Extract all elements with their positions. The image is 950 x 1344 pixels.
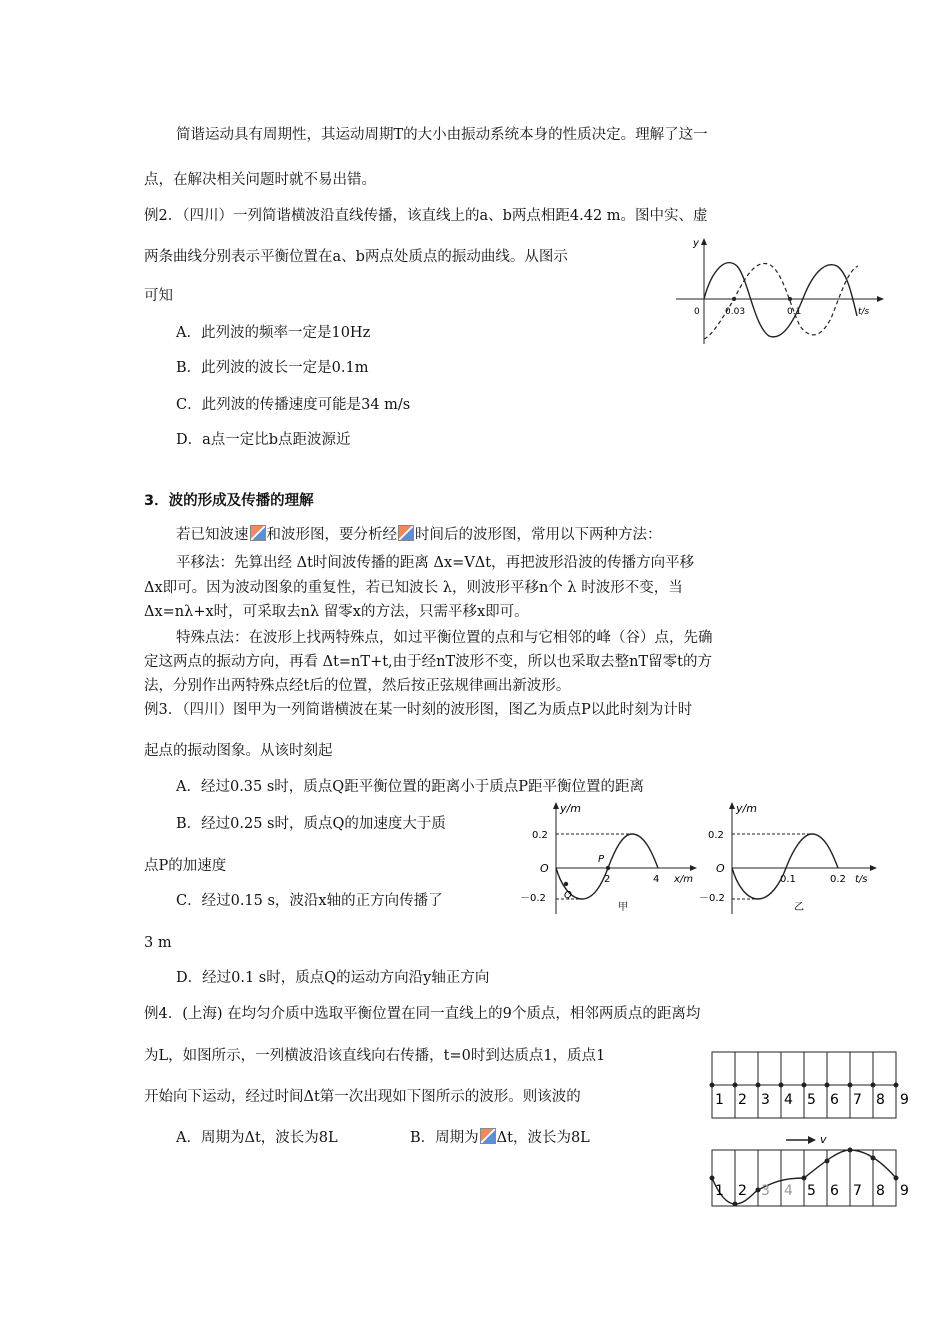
intro-line-2: 点，在解决相关问题时就不易出错。 <box>144 172 376 188</box>
grid-num-1: 1 <box>715 1092 724 1108</box>
section3-line-6: 定这两点的振动方向，再看 Δt=nT+t,由于经nT波形不变，所以也采取去整nT留零t的方 <box>144 654 712 670</box>
ex4-option-b-2: Δt，波长为8L <box>496 1130 590 1146</box>
formula-image-icon <box>250 525 266 541</box>
grid-num-8: 8 <box>876 1092 885 1108</box>
ex2-y-label: y <box>693 238 699 249</box>
grid-num-6: 6 <box>830 1092 839 1108</box>
ex2-tick-003: 0.03 <box>725 307 746 317</box>
jia-caption: 甲 <box>618 902 628 913</box>
ex3-vibration-figure-yi <box>699 798 882 918</box>
grid-num-3: 3 <box>761 1092 770 1108</box>
wave-num-5: 5 <box>807 1183 816 1199</box>
grid-num-4: 4 <box>784 1092 793 1108</box>
ex3-option-c-1: C．经过0.15 s，波沿x轴的正方向传播了 <box>176 893 443 909</box>
ex3-option-c-2: 3 m <box>144 935 172 951</box>
intro-line-1: 简谐运动具有周期性，其运动周期T的大小由振动系统本身的性质决定。理解了这一 <box>176 127 708 143</box>
grid-num-9: 9 <box>900 1092 909 1108</box>
ex3-line-2: 起点的振动图象。从该时刻起 <box>144 743 333 759</box>
ex4-option-b-1: B．周期为 <box>410 1130 479 1146</box>
yi-vibration-curve <box>732 834 838 899</box>
section3-line-1 <box>176 525 662 545</box>
wave-num-7: 7 <box>853 1183 862 1199</box>
ex2-line-2: 两条曲线分别表示平衡位置在a、b两点处质点的振动曲线。从图示 <box>144 249 568 265</box>
section3-heading: 3．波的形成及传播的理解 <box>144 493 314 509</box>
ex3-line-1: 例3．（四川）图甲为一列简谐横波在某一时刻的波形图，图乙为质点P以此时刻为计时 <box>144 702 693 718</box>
ex4-particle-figure <box>706 1050 910 1210</box>
ex2-option-d: D．a点一定比b点距波源近 <box>176 432 351 448</box>
jia-point-q: Q <box>564 890 572 901</box>
ex2-option-a: A．此列波的频率一定是10Hz <box>176 325 371 341</box>
grid-num-5: 5 <box>807 1092 816 1108</box>
yi-02: 0.2 <box>708 830 724 841</box>
ex2-solid-curve <box>704 263 857 337</box>
section3-line-2: 平移法：先算出经 Δt时间波传播的距离 Δx=VΔt，再把波形沿波的传播方向平移 <box>176 555 695 571</box>
yi-origin: O <box>716 862 725 875</box>
velocity-label: v <box>820 1133 827 1146</box>
ex2-dashed-curve <box>704 263 858 339</box>
jia-x2: 2 <box>604 874 611 885</box>
yi-y-label: y/m <box>736 802 757 815</box>
ex4-line-2: 为L，如图所示，一列横波沿该直线向右传播，t=0时到达质点1，质点1 <box>144 1048 606 1064</box>
ex2-line-3: 可知 <box>144 288 173 304</box>
jia-x-label: x/m <box>674 874 694 885</box>
formula-image-icon <box>398 525 414 541</box>
yi-t02: 0.2 <box>830 874 846 885</box>
section3-line-1b: 和波形图，要分析经 <box>266 527 397 543</box>
ex4-line-3: 开始向下运动，经过时间Δt第一次出现如下图所示的波形。则该波的 <box>144 1089 581 1105</box>
ex2-vibration-figure <box>672 236 887 348</box>
wave-num-8: 8 <box>876 1183 885 1199</box>
section3-line-4: Δx=nλ+x时，可采取去nλ 留零x的方法，只需平移x即可。 <box>144 604 529 620</box>
wave-num-9: 9 <box>900 1183 909 1199</box>
wave-num-2: 2 <box>738 1183 747 1199</box>
formula-image-icon <box>480 1128 496 1144</box>
jia-x4: 4 <box>653 874 660 885</box>
grid-num-7: 7 <box>853 1092 862 1108</box>
jia-origin: O <box>540 862 549 875</box>
wave-num-1: 1 <box>715 1183 724 1199</box>
ex2-axis-t: t/s <box>858 307 870 317</box>
section3-line-5: 特殊点法：在波形上找两特殊点，如过平衡位置的点和与它相邻的峰（谷）点，先确 <box>176 630 713 646</box>
section3-line-7: 法，分别作出两特殊点经t后的位置，然后按正弦规律画出新波形。 <box>144 678 571 694</box>
jia-point-p: P <box>598 854 605 865</box>
section3-line-1c: 时间后的波形图，常用以下两种方法： <box>415 527 662 543</box>
yi-x-label: t/s <box>855 874 868 885</box>
ex2-origin-label: 0 <box>694 307 700 317</box>
section3-line-1a: 若已知波速 <box>176 527 249 543</box>
yi-m02: －0.2 <box>699 893 725 904</box>
ex3-option-b-1: B．经过0.25 s时，质点Q的加速度大于质 <box>176 816 446 832</box>
ex4-option-a: A．周期为Δt，波长为8L <box>176 1130 338 1146</box>
ex2-option-c: C．此列波的传播速度可能是34 m/s <box>176 397 411 413</box>
ex3-option-d: D．经过0.1 s时，质点Q的运动方向沿y轴正方向 <box>176 970 490 986</box>
ex2-option-b: B．此列波的波长一定是0.1m <box>176 360 369 376</box>
grid-num-2: 2 <box>738 1092 747 1108</box>
section3-line-3: Δx即可。因为波动图象的重复性，若已知波长 λ，则波形平移n个 λ 时波形不变，当 <box>144 580 683 596</box>
ex3-wave-figure-jia <box>518 798 698 918</box>
jia-02: 0.2 <box>532 830 548 841</box>
ex4-line-1: 例4．(上海) 在均匀介质中选取平衡位置在同一直线上的9个质点，相邻两质点的距离均 <box>144 1006 701 1022</box>
yi-caption: 乙 <box>794 902 804 913</box>
jia-m02: －0.2 <box>520 893 546 904</box>
wave-num-6: 6 <box>830 1183 839 1199</box>
jia-y-label: y/m <box>560 802 581 815</box>
yi-t01: 0.1 <box>780 874 796 885</box>
wave-num-4: 4 <box>784 1183 793 1199</box>
ex3-option-b-2: 点P的加速度 <box>144 858 227 874</box>
ex2-tick-01: 0.1 <box>787 307 802 317</box>
ex3-option-a: A．经过0.35 s时，质点Q距平衡位置的距离小于质点P距平衡位置的距离 <box>176 779 644 795</box>
ex4-option-b <box>410 1128 590 1148</box>
ex2-line-1: 例2．（四川）一列简谐横波沿直线传播，该直线上的a、b两点相距4.42 m。图中实、虚 <box>144 208 708 224</box>
wave-num-3: 3 <box>761 1183 770 1199</box>
